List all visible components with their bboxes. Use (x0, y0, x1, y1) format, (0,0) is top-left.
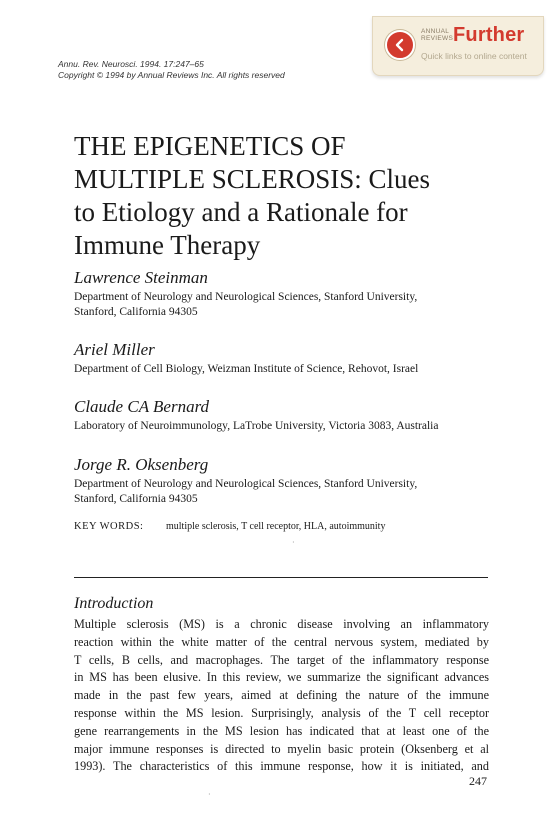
section-heading: Introduction (74, 595, 154, 612)
further-banner[interactable] (372, 16, 544, 76)
further-label: Further (453, 24, 525, 46)
keywords-text: multiple sclerosis, T cell receptor, HLA, autoimmunity (166, 521, 386, 532)
affiliation-line: Department of Neurology and Neurological Sciences, Stanford University, (74, 291, 418, 303)
body-line: T cells, B cells, and macrophages. The target of the inflammatory response (74, 652, 489, 667)
title-line: THE EPIGENETICS OF (74, 131, 346, 161)
citation (58, 59, 285, 81)
page-number: 247 (469, 774, 487, 788)
author-affiliation (74, 477, 417, 507)
journal-citation: Annu. Rev. Neurosci. 1994. 17:247–65 (58, 59, 204, 69)
annual-reviews-wordmark: ANNUAL REVIEWS (421, 28, 454, 42)
keywords (74, 521, 386, 532)
affiliation-line: Stanford, California 94305 (74, 493, 198, 505)
author-block (74, 397, 438, 434)
body-line: gene rearrangements in the MS lesion has indicated that at least one of the (74, 723, 489, 738)
body-line: 1993). The characteristics of this immune response, how it is initiated, and (74, 759, 489, 774)
author-affiliation (74, 419, 438, 434)
affiliation-line: Stanford, California 94305 (74, 306, 198, 318)
body-line: in MS has been elusive. In this review, we summarize the significant advances (74, 670, 489, 685)
body-line: made in the past few years, aimed at defining the nature of the immune (74, 688, 489, 703)
author-name: Jorge R. Oksenberg (74, 455, 209, 474)
body-line: reaction within the white matter of the central nervous system, mediated by (74, 634, 489, 649)
scan-artifact: · (208, 790, 211, 799)
author-block (74, 455, 417, 507)
title-line: Immune Therapy (74, 230, 261, 260)
affiliation-line: Laboratory of Neuroimmunology, LaTrobe University, Victoria 3083, Australia (74, 420, 439, 432)
body-line: response within the MS lesion. Surprisingly, analysis of the T cell receptor (74, 705, 489, 720)
author-block (74, 340, 418, 377)
author-affiliation (74, 290, 417, 320)
further-subtitle[interactable]: Quick links to online content (421, 51, 527, 61)
scan-artifact: · (292, 538, 295, 547)
copyright-notice: Copyright © 1994 by Annual Reviews Inc. All rights reserved (58, 70, 285, 80)
body-line: major immune responses is directed to myelin basic protein (Oksenberg et al (74, 741, 489, 756)
body-line: Multiple sclerosis (MS) is a chronic disease involving an inflammatory (74, 617, 489, 631)
author-name: Claude CA Bernard (74, 397, 210, 416)
annual-reviews-logo-icon (385, 30, 415, 60)
section-divider (74, 577, 488, 578)
author-affiliation (74, 362, 418, 377)
author-name: Ariel Miller (74, 340, 155, 359)
author-block (74, 268, 417, 320)
keywords-label: KEY WORDS: (74, 521, 144, 532)
introduction-paragraph (74, 616, 489, 776)
article-title (74, 130, 474, 262)
title-line: MULTIPLE SCLEROSIS: Clues (74, 164, 431, 194)
title-line: to Etiology and a Rationale for (74, 197, 408, 227)
author-name: Lawrence Steinman (74, 268, 208, 287)
affiliation-line: Department of Cell Biology, Weizman Institute of Science, Rehovot, Israel (74, 363, 419, 375)
affiliation-line: Department of Neurology and Neurological Sciences, Stanford University, (74, 478, 418, 490)
